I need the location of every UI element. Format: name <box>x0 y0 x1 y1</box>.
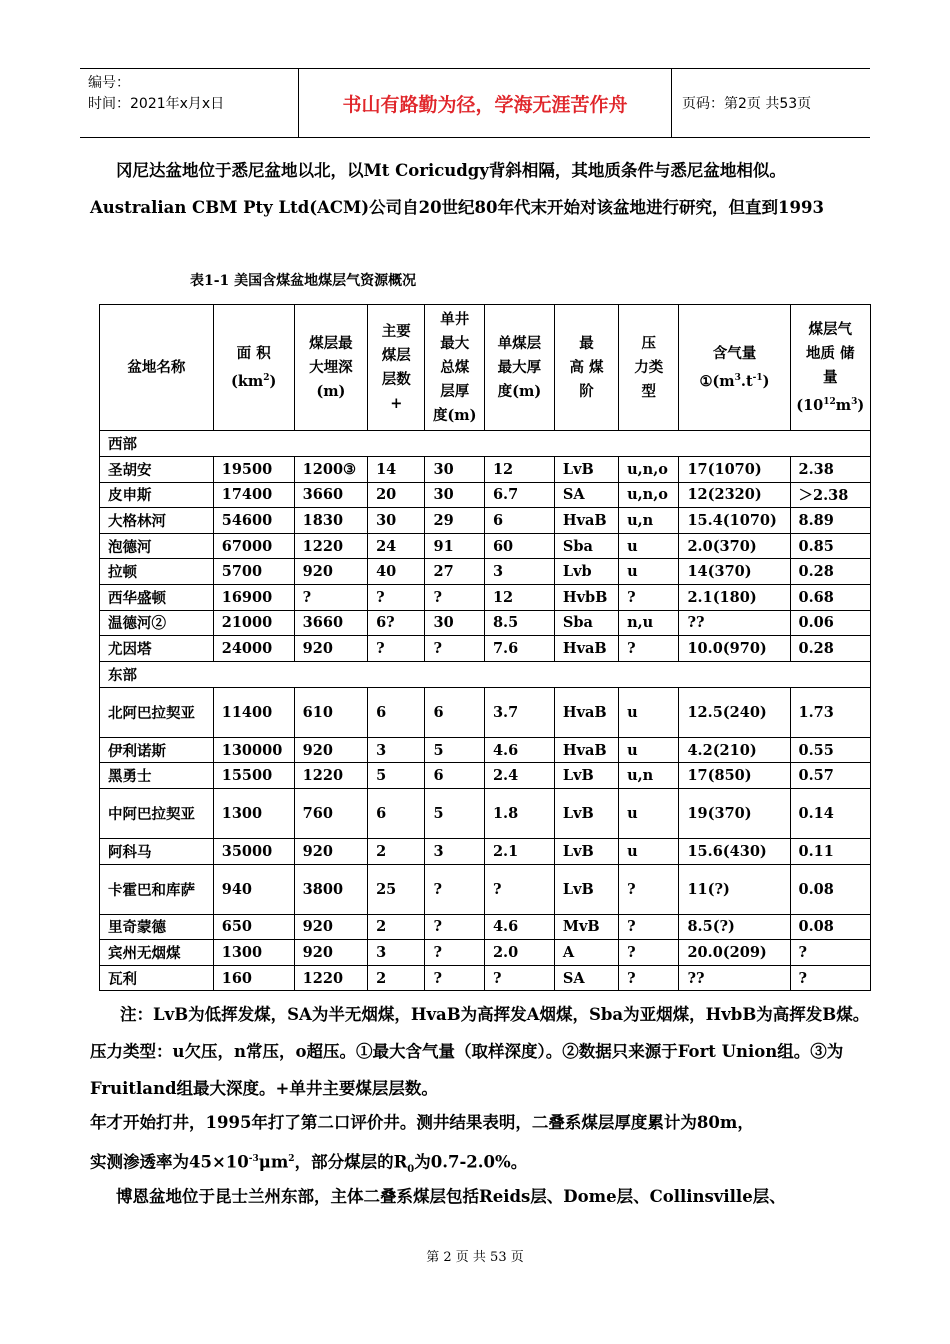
basin-name-cell: 西华盛顿 <box>100 584 214 610</box>
table-cell: 14(370) <box>679 559 790 585</box>
basin-name-cell: 北阿巴拉契亚 <box>100 687 214 737</box>
table-row <box>100 482 871 508</box>
table-cell: u,n,o <box>619 457 679 483</box>
basin-name-cell: 黑勇士 <box>100 763 214 789</box>
table-cell: 8.5 <box>484 610 554 636</box>
paragraph-2-line-1: 年才开始打井，1995年打了第二口评价井。测井结果表明，二叠系煤层厚度累计为80m， <box>90 1113 754 1132</box>
table-cell: 1.8 <box>484 788 554 838</box>
table-cell: HvbB <box>554 584 618 610</box>
table-cell: 5700 <box>213 559 294 585</box>
table-cell: 25 <box>368 864 425 914</box>
table-cell: 12 <box>484 457 554 483</box>
table-cell: Sba <box>554 610 618 636</box>
basin-name-cell: 伊利诺斯 <box>100 737 214 763</box>
table-cell: 19500 <box>213 457 294 483</box>
p2-text-d: 为0.7-2.0%。 <box>414 1152 528 1172</box>
col-reserves: 煤层气 地质 储 量 $(10^{12}m^3)$ <box>790 305 870 431</box>
table-body <box>100 431 871 991</box>
table-cell: 4.2(210) <box>679 737 790 763</box>
table-cell: 17(850) <box>679 763 790 789</box>
table-cell: u,n <box>619 508 679 534</box>
table-cell: 2 <box>368 838 425 864</box>
table-cell: 12.5(240) <box>679 687 790 737</box>
table-cell: 27 <box>425 559 484 585</box>
table-cell: u,n <box>619 763 679 789</box>
table-cell: 0.08 <box>790 914 870 940</box>
table-cell: 0.08 <box>790 864 870 914</box>
table-cell: ? <box>425 940 484 966</box>
table-cell: LvB <box>554 763 618 789</box>
group-row <box>100 431 871 457</box>
table-cell: 2.1(180) <box>679 584 790 610</box>
table-cell: ? <box>368 636 425 662</box>
table-cell: 15500 <box>213 763 294 789</box>
table-cell: 920 <box>294 940 367 966</box>
p2-text-b: μm <box>258 1152 289 1172</box>
table-cell: 920 <box>294 636 367 662</box>
table-cell: n,u <box>619 610 679 636</box>
table-cell: ? <box>619 584 679 610</box>
table-cell: HvaB <box>554 508 618 534</box>
table-cell: ? <box>619 864 679 914</box>
table-cell: 6 <box>425 763 484 789</box>
paragraph-2 <box>90 1104 870 1188</box>
table-cell: u <box>619 788 679 838</box>
table-cell: ? <box>619 914 679 940</box>
table-cell: LvB <box>554 838 618 864</box>
table-cell: ? <box>619 636 679 662</box>
table-cell: 0.11 <box>790 838 870 864</box>
paragraph-1: 冈尼达盆地位于悉尼盆地以北，以Mt Coricudgy背斜相隔，其地质条件与悉尼盆地相似。Australian CBM Pty Ltd(ACM)公司自20世纪80年代末开始对该盆地进行研究，但直到1993 <box>90 161 824 217</box>
p2-sub: 0 <box>407 1163 415 1175</box>
table-row <box>100 965 871 991</box>
table-header-row <box>100 305 871 431</box>
table-cell: Lvb <box>554 559 618 585</box>
table-cell: 2.38 <box>790 457 870 483</box>
table-cell: 15.6(430) <box>679 838 790 864</box>
table-row <box>100 864 871 914</box>
table-cell: LvB <box>554 457 618 483</box>
table-cell: 54600 <box>213 508 294 534</box>
table-cell: 11(?) <box>679 864 790 914</box>
table-cell: 8.89 <box>790 508 870 534</box>
table-row <box>100 559 871 585</box>
table-cell: 1300 <box>213 940 294 966</box>
table-cell: 91 <box>425 533 484 559</box>
col-basin-name: 盆地名称 <box>100 305 214 431</box>
table-row <box>100 687 871 737</box>
table-cell: 16900 <box>213 584 294 610</box>
table-cell: 2 <box>368 965 425 991</box>
table-cell: 1300 <box>213 788 294 838</box>
table-cell: 24 <box>368 533 425 559</box>
col-single-thickness: 单煤层 最大厚 度(m) <box>484 305 554 431</box>
table-cell: 40 <box>368 559 425 585</box>
p2-text-c: ，部分煤层的R <box>294 1152 408 1172</box>
table-caption: 表1-1 美国含煤盆地煤层气资源概况 <box>190 273 417 289</box>
table-cell: ?? <box>679 965 790 991</box>
table-cell: 6 <box>425 687 484 737</box>
table-cell: 160 <box>213 965 294 991</box>
table-cell: u,n,o <box>619 482 679 508</box>
table-cell: 0.14 <box>790 788 870 838</box>
table-row <box>100 838 871 864</box>
group-label: 西部 <box>100 431 871 457</box>
table-row <box>100 940 871 966</box>
table-cell: u <box>619 533 679 559</box>
table-cell: 0.28 <box>790 559 870 585</box>
table-cell: 19(370) <box>679 788 790 838</box>
table-cell: 17400 <box>213 482 294 508</box>
table-cell: ?? <box>679 610 790 636</box>
table-row <box>100 533 871 559</box>
table-cell: 20.0(209) <box>679 940 790 966</box>
table-cell: 3 <box>484 559 554 585</box>
table-cell: ? <box>619 940 679 966</box>
col-seam-count: 主要 煤层 层数 + <box>368 305 425 431</box>
table-cell: LvB <box>554 788 618 838</box>
table-cell: Sba <box>554 533 618 559</box>
basin-name-cell: 大格林河 <box>100 508 214 534</box>
basin-name-cell: 泡德河 <box>100 533 214 559</box>
table-cell: ? <box>619 965 679 991</box>
table-cell: 760 <box>294 788 367 838</box>
table-cell: 4.6 <box>484 737 554 763</box>
table-row <box>100 737 871 763</box>
table-cell: u <box>619 838 679 864</box>
table-cell: SA <box>554 965 618 991</box>
table-cell: 1220 <box>294 533 367 559</box>
table-cell: 11400 <box>213 687 294 737</box>
table-cell: 2.4 <box>484 763 554 789</box>
coalbed-methane-table <box>99 304 871 991</box>
table-cell: 0.68 <box>790 584 870 610</box>
basin-name-cell: 皮申斯 <box>100 482 214 508</box>
table-cell: 7.6 <box>484 636 554 662</box>
basin-name-cell: 瓦利 <box>100 965 214 991</box>
col-area: 面 积 $(km^2)$ <box>213 305 294 431</box>
paragraph-3: 博恩盆地位于昆士兰州东部，主体二叠系煤层包括Reids层、Dome层、Collinsville层、 <box>116 1187 786 1206</box>
basin-name-cell: 圣胡安 <box>100 457 214 483</box>
table-cell: 17(1070) <box>679 457 790 483</box>
basin-name-cell: 尤因塔 <box>100 636 214 662</box>
table-cell: ? <box>368 584 425 610</box>
table-cell: 67000 <box>213 533 294 559</box>
table-cell: 2.0 <box>484 940 554 966</box>
p2-sup-2: 2 <box>288 1154 295 1164</box>
table-cell: 0.57 <box>790 763 870 789</box>
table-cell: 1200③ <box>294 457 367 483</box>
number-label: 编号： <box>88 75 130 91</box>
table-cell: 3 <box>425 838 484 864</box>
table-cell: LvB <box>554 864 618 914</box>
table-cell: ? <box>484 965 554 991</box>
table-cell: ? <box>425 914 484 940</box>
col-gas-content: 含气量 $①(m^3.t^{-1})$ <box>679 305 790 431</box>
table-cell: 30 <box>368 508 425 534</box>
basin-name-cell: 中阿巴拉契亚 <box>100 788 214 838</box>
table-cell: 15.4(1070) <box>679 508 790 534</box>
table-row <box>100 584 871 610</box>
table-row <box>100 508 871 534</box>
table-cell: ? <box>790 965 870 991</box>
table-cell: HvaB <box>554 636 618 662</box>
table-cell: 2.1 <box>484 838 554 864</box>
header-motto: 书山有路勤为径，学海无涯苦作舟 <box>299 69 672 137</box>
table-cell: 6 <box>368 788 425 838</box>
table-cell: 1.73 <box>790 687 870 737</box>
table-cell: 610 <box>294 687 367 737</box>
table-cell: 2.0(370) <box>679 533 790 559</box>
table-cell: u <box>619 687 679 737</box>
table-cell: 940 <box>213 864 294 914</box>
table-cell: 920 <box>294 737 367 763</box>
table-row <box>100 610 871 636</box>
table-cell: 14 <box>368 457 425 483</box>
col-max-depth: 煤层最 大埋深 (m) <box>294 305 367 431</box>
table-cell: 21000 <box>213 610 294 636</box>
table-cell: 4.6 <box>484 914 554 940</box>
table-cell: 0.85 <box>790 533 870 559</box>
table-cell: 6 <box>484 508 554 534</box>
table-row <box>100 788 871 838</box>
table-cell: 30 <box>425 610 484 636</box>
table-cell: 0.55 <box>790 737 870 763</box>
table-cell: 5 <box>425 788 484 838</box>
table-cell: 12 <box>484 584 554 610</box>
p2-text-a: 实测渗透率为45×10 <box>90 1152 249 1172</box>
table-cell: 60 <box>484 533 554 559</box>
basin-name-cell: 卡霍巴和库萨 <box>100 864 214 914</box>
table-cell: ? <box>294 584 367 610</box>
table-cell: ＞2.38 <box>790 482 870 508</box>
table-cell: 3 <box>368 940 425 966</box>
basin-name-cell: 温德河② <box>100 610 214 636</box>
table-cell: 30 <box>425 482 484 508</box>
table-cell: 130000 <box>213 737 294 763</box>
header-page-info: 页码：第2页 共53页 <box>682 96 812 112</box>
table-cell: 920 <box>294 914 367 940</box>
table-cell: u <box>619 737 679 763</box>
table-row <box>100 914 871 940</box>
table-cell: HvaB <box>554 737 618 763</box>
basin-name-cell: 拉顿 <box>100 559 214 585</box>
table-cell: 3660 <box>294 482 367 508</box>
basin-name-cell: 宾州无烟煤 <box>100 940 214 966</box>
col-total-thickness: 单井 最大 总煤 层厚 度(m) <box>425 305 484 431</box>
page-footer: 第 2 页 共 53 页 <box>426 1250 524 1265</box>
table-cell: 35000 <box>213 838 294 864</box>
table-cell: 30 <box>425 457 484 483</box>
table-cell: ? <box>425 636 484 662</box>
table-cell: 2 <box>368 914 425 940</box>
col-pressure: 压 力类 型 <box>619 305 679 431</box>
group-row <box>100 661 871 687</box>
table-cell: 6 <box>368 687 425 737</box>
table-cell: 3.7 <box>484 687 554 737</box>
table-cell: 1830 <box>294 508 367 534</box>
table-cell: SA <box>554 482 618 508</box>
table-cell: 3800 <box>294 864 367 914</box>
table-cell: 6? <box>368 610 425 636</box>
time-label: 时间：2021年x月x日 <box>88 96 225 112</box>
table-cell: 650 <box>213 914 294 940</box>
table-cell: 0.28 <box>790 636 870 662</box>
table-cell: 20 <box>368 482 425 508</box>
table-cell: 5 <box>368 763 425 789</box>
table-cell: 3 <box>368 737 425 763</box>
table-row <box>100 763 871 789</box>
table-cell: 1220 <box>294 965 367 991</box>
table-row <box>100 636 871 662</box>
p2-sup-1: -3 <box>248 1154 259 1164</box>
header-meta <box>80 69 299 137</box>
page-header <box>80 68 870 138</box>
table-cell: ? <box>484 864 554 914</box>
table-cell: 3660 <box>294 610 367 636</box>
basin-name-cell: 里奇蒙德 <box>100 914 214 940</box>
table-cell: 5 <box>425 737 484 763</box>
table-cell: ? <box>425 864 484 914</box>
table-cell: A <box>554 940 618 966</box>
table-cell: 8.5(?) <box>679 914 790 940</box>
table-cell: ? <box>790 940 870 966</box>
table-cell: 29 <box>425 508 484 534</box>
table-cell: 1220 <box>294 763 367 789</box>
group-label: 东部 <box>100 661 871 687</box>
table-cell: 12(2320) <box>679 482 790 508</box>
table-cell: 6.7 <box>484 482 554 508</box>
table-cell: 920 <box>294 838 367 864</box>
col-rank: 最 高 煤 阶 <box>554 305 618 431</box>
table-cell: 920 <box>294 559 367 585</box>
table-cell: HvaB <box>554 687 618 737</box>
basin-name-cell: 阿科马 <box>100 838 214 864</box>
table-note: 注：LvB为低挥发煤，SA为半无烟煤，HvaB为高挥发A烟煤，Sba为亚烟煤，HvbB为高挥发B煤。压力类型：u欠压，n常压，o超压。①最大含气量（取样深度）。②数据只来源于Fort Union组。③为Fruitland组最大深度。+单井主要煤层层数。 <box>90 1005 870 1098</box>
table-cell: ? <box>425 584 484 610</box>
table-cell: 24000 <box>213 636 294 662</box>
table-cell: u <box>619 559 679 585</box>
table-row <box>100 457 871 483</box>
table-cell: 10.0(970) <box>679 636 790 662</box>
table-cell: ? <box>425 965 484 991</box>
table-cell: 0.06 <box>790 610 870 636</box>
table-cell: MvB <box>554 914 618 940</box>
